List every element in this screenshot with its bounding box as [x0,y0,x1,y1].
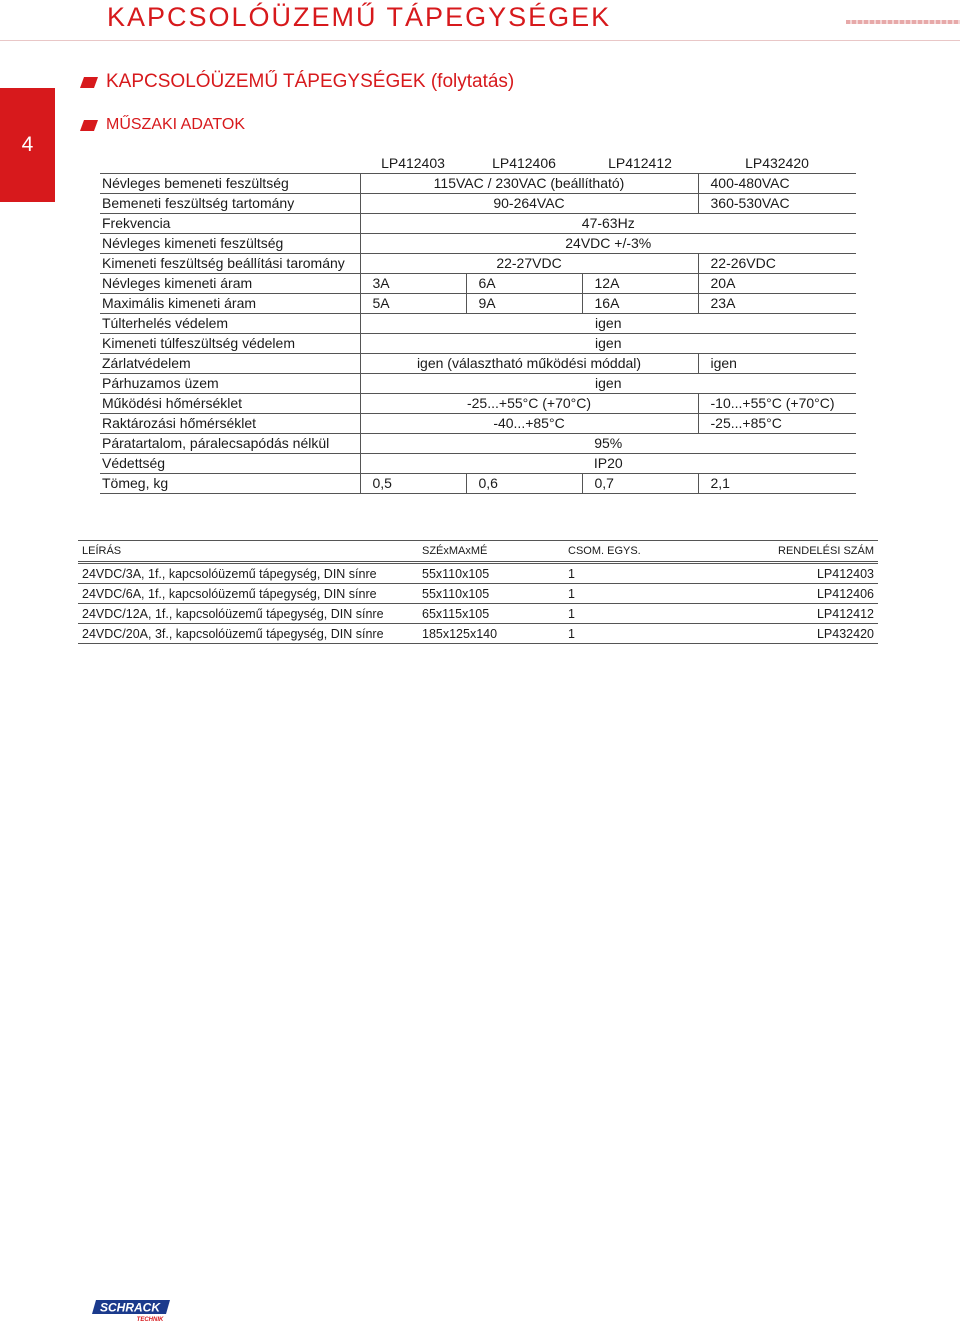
spec-value: 9A [466,294,582,314]
spec-label: Raktározási hőmérséklet [100,414,360,434]
spec-value: IP20 [360,454,856,474]
spec-value: 24VDC +/-3% [360,234,856,254]
header-divider [0,40,960,41]
spec-label: Maximális kimeneti áram [100,294,360,314]
spec-row [100,374,856,394]
spec-value: 360-530VAC [698,194,856,214]
spec-row [100,454,856,474]
page-number-tab: 4 [0,88,55,202]
order-row [78,604,878,624]
spec-label: Túlterhelés védelem [100,314,360,334]
spec-value: 0,5 [360,474,466,494]
spec-value: igen [360,374,856,394]
spec-table [100,154,856,494]
spec-row [100,254,856,274]
order-header-description: LEÍRÁS [78,541,418,563]
spec-row [100,434,856,454]
spec-header-row [100,154,856,174]
spec-row [100,394,856,414]
spec-label: Páratartalom, páralecsapódás nélkül [100,434,360,454]
order-dimensions: 185x125x140 [418,624,564,644]
spec-label: Kimeneti túlfeszültség védelem [100,334,360,354]
order-pack-unit: 1 [564,624,688,644]
spec-label: Bemeneti feszültség tartomány [100,194,360,214]
spec-value: igen [698,354,856,374]
order-number: LP432420 [688,624,878,644]
order-header-order-number: RENDELÉSI SZÁM [688,541,878,563]
spec-label: Párhuzamos üzem [100,374,360,394]
spec-row [100,314,856,334]
subsection-heading-text: MŰSZAKI ADATOK [106,116,245,133]
spec-row [100,214,856,234]
spec-value: 47-63Hz [360,214,856,234]
spec-label: Névleges bemeneti feszültség [100,174,360,194]
spec-value: -25...+55°C (+70°C) [360,394,698,414]
order-number: LP412403 [688,563,878,584]
spec-value: 95% [360,434,856,454]
logo-text: SCHRACK [100,1300,160,1315]
order-pack-unit: 1 [564,604,688,624]
spec-header-blank [100,154,360,174]
order-description: 24VDC/3A, 1f., kapcsolóüzemű tápegység, DIN sínre [78,563,418,584]
logo-subtext: TECHNIK [136,1317,164,1322]
order-number: LP412412 [688,604,878,624]
spec-row [100,334,856,354]
spec-value: 23A [698,294,856,314]
spec-row [100,234,856,254]
spec-value: igen [360,314,856,334]
order-description: 24VDC/6A, 1f., kapcsolóüzemű tápegység, DIN sínre [78,584,418,604]
spec-label: Működési hőmérséklet [100,394,360,414]
page-title: KAPCSOLÓÜZEMŰ TÁPEGYSÉGEK [107,2,612,32]
spec-label: Névleges kimeneti feszültség [100,234,360,254]
spec-row [100,194,856,214]
spec-label: Frekvencia [100,214,360,234]
section-heading [82,71,514,93]
order-dimensions: 55x110x105 [418,563,564,584]
spec-value: 12A [582,274,698,294]
spec-label: Névleges kimeneti áram [100,274,360,294]
section-marker-icon [80,120,98,131]
order-description: 24VDC/12A, 1f., kapcsolóüzemű tápegység, DIN sínre [78,604,418,624]
model-header: LP412412 [582,154,698,174]
spec-value: 90-264VAC [360,194,698,214]
section-marker-icon [80,77,98,88]
spec-value: 0,7 [582,474,698,494]
section-heading-text: KAPCSOLÓÜZEMŰ TÁPEGYSÉGEK (folytatás) [106,71,515,92]
subsection-heading [82,116,245,134]
spec-row [100,274,856,294]
order-header-dimensions: SZÉxMAxMÉ [418,541,564,563]
order-header-pack-unit: CSOM. EGYS. [564,541,688,563]
order-dimensions: 55x110x105 [418,584,564,604]
header-decoration [846,20,960,24]
spec-value: igen [360,334,856,354]
order-pack-unit: 1 [564,563,688,584]
spec-value: -10...+55°C (+70°C) [698,394,856,414]
spec-value: 0,6 [466,474,582,494]
spec-row [100,414,856,434]
spec-value: 2,1 [698,474,856,494]
model-header: LP412403 [360,154,466,174]
spec-label: Védettség [100,454,360,474]
order-header-row [78,541,878,563]
spec-row [100,354,856,374]
spec-row [100,294,856,314]
spec-label: Zárlatvédelem [100,354,360,374]
order-number: LP412406 [688,584,878,604]
model-header: LP412406 [466,154,582,174]
spec-value: 22-27VDC [360,254,698,274]
spec-value: 6A [466,274,582,294]
schrack-logo [92,1298,172,1322]
spec-label: Tömeg, kg [100,474,360,494]
spec-value: -40...+85°C [360,414,698,434]
spec-value: 115VAC / 230VAC (beállítható) [360,174,698,194]
order-dimensions: 65x115x105 [418,604,564,624]
spec-value: 5A [360,294,466,314]
order-table [78,540,878,644]
order-row [78,624,878,644]
spec-value: 3A [360,274,466,294]
order-row [78,584,878,604]
spec-value: 400-480VAC [698,174,856,194]
spec-row [100,174,856,194]
order-pack-unit: 1 [564,584,688,604]
order-row [78,563,878,584]
spec-value: 16A [582,294,698,314]
spec-row [100,474,856,494]
spec-value: 20A [698,274,856,294]
model-header: LP432420 [698,154,856,174]
spec-value: 22-26VDC [698,254,856,274]
order-description: 24VDC/20A, 3f., kapcsolóüzemű tápegység, DIN sínre [78,624,418,644]
spec-value: igen (választható működési móddal) [360,354,698,374]
spec-label: Kimeneti feszültség beállítási taromány [100,254,360,274]
spec-value: -25...+85°C [698,414,856,434]
